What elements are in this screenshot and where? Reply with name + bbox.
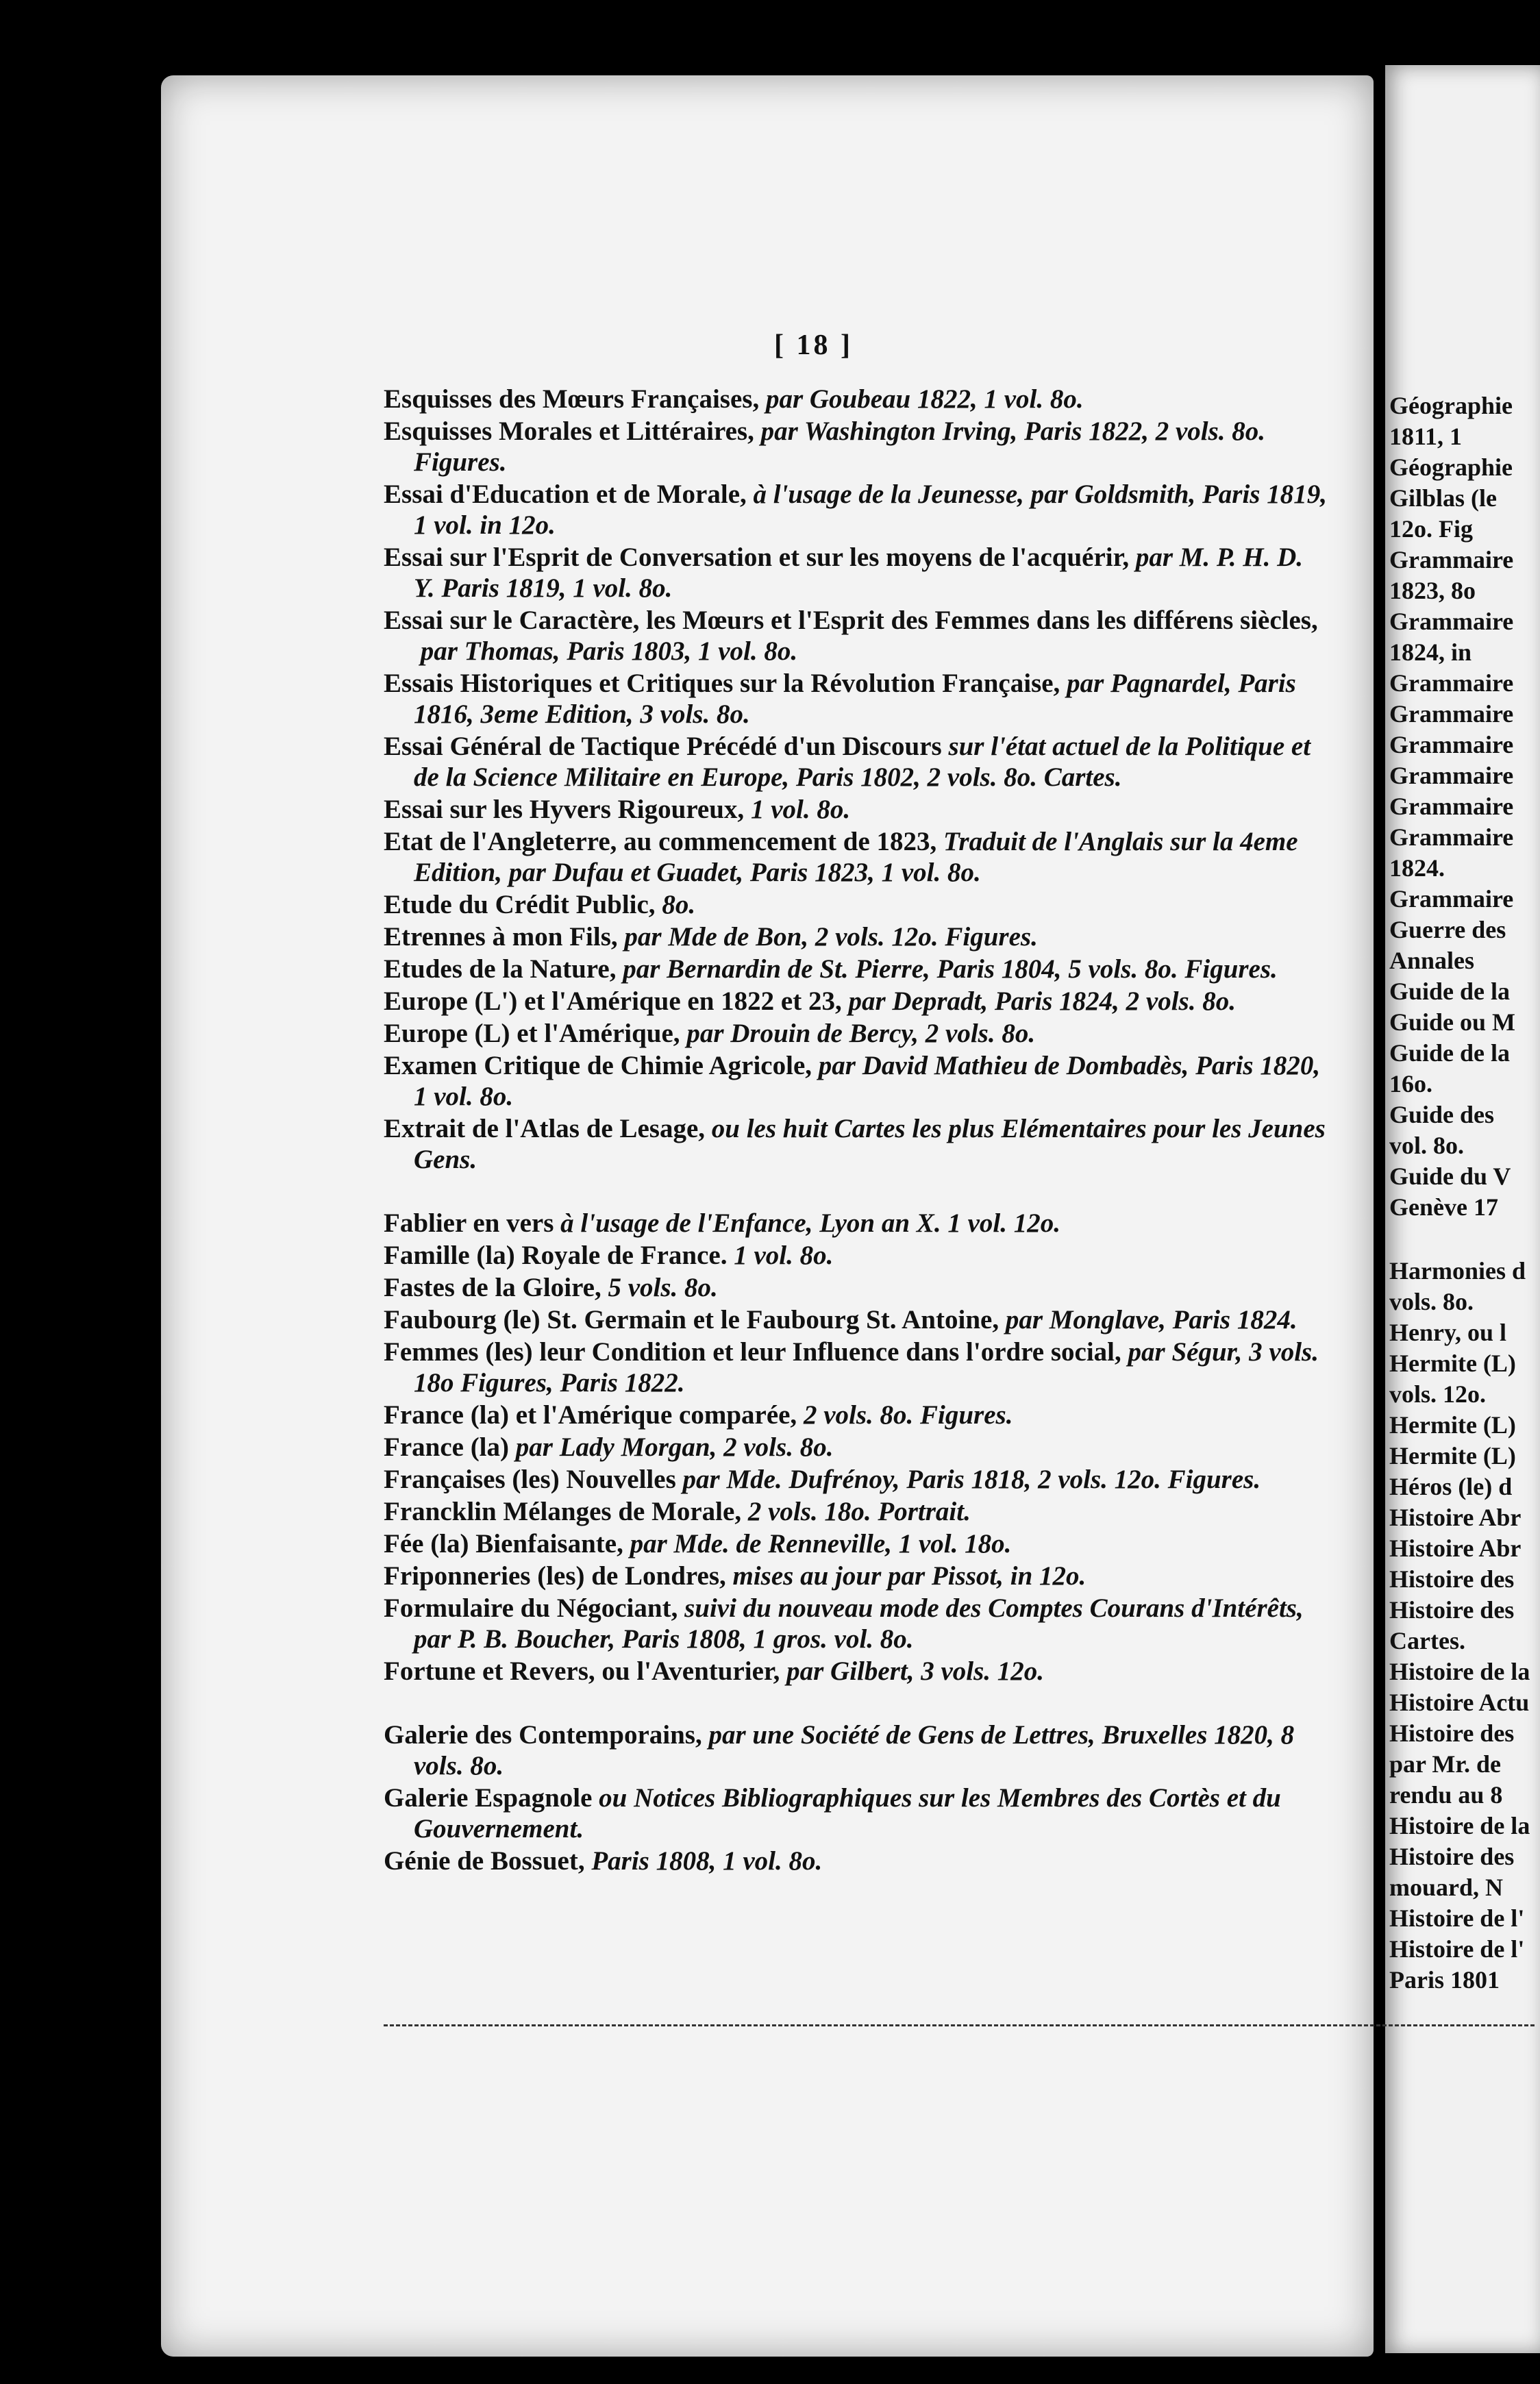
entry-detail: par Goubeau 1822, 1 vol. 8o. (765, 384, 1084, 414)
entry-detail: par Monglave, Paris 1824. (1005, 1305, 1297, 1334)
entry-detail: par Depradt, Paris 1824, 2 vols. 8o. (848, 986, 1236, 1016)
entry-detail: par Lady Morgan, 2 vols. 8o. (515, 1432, 834, 1462)
entry-title: Europe (L') et l'Amérique en 1822 et 23, (384, 986, 842, 1016)
entry-detail: mises au jour par Pissot, in 12o. (732, 1561, 1086, 1591)
facing-page-line: Hermite (L) (1389, 1350, 1516, 1377)
entry-title: France (la) et l'Amérique comparée, (384, 1400, 797, 1430)
entry-detail: par M. P. H. D. Y. Paris 1819, 1 vol. 8o. (414, 543, 1303, 603)
facing-page-line: par Mr. de (1389, 1750, 1502, 1778)
entry-detail: par Gilbert, 3 vols. 12o. (786, 1656, 1045, 1686)
facing-page-line: Paris 1801 (1389, 1966, 1500, 1994)
catalog-entry (384, 954, 1329, 984)
entry-title: Essai Général de Tactique Précédé d'un Discours (384, 732, 942, 761)
entry-title: Europe (L) et l'Amérique, (384, 1019, 680, 1048)
entry-title: Etude du Crédit Public, (384, 890, 656, 919)
entry-detail: 5 vols. 8o. (608, 1273, 718, 1302)
facing-page-line: Histoire de la (1389, 1658, 1530, 1685)
entry-title: Examen Critique de Chimie Agricole, (384, 1051, 812, 1080)
facing-page-line: Grammaire (1389, 669, 1514, 697)
entry-title: Essai sur l'Esprit de Conversation et sur les moyens de l'acquérir, (384, 543, 1130, 572)
entry-detail: par Mde de Bon, 2 vols. 12o. Figures. (624, 922, 1038, 952)
facing-page-line: Histoire des (1389, 1719, 1515, 1747)
facing-page-line: 1824, in (1389, 638, 1472, 666)
facing-page-line: Grammaire (1389, 762, 1514, 789)
entry-detail: ou Notices Bibliographiques sur les Membres des Cortès et du Gouvernement. (414, 1783, 1281, 1843)
catalog-entry (384, 731, 1329, 793)
catalog-entry (384, 1593, 1329, 1654)
entry-title: Etudes de la Nature, (384, 954, 617, 984)
facing-page-line: 16o. (1389, 1070, 1432, 1097)
facing-page-line: Histoire de la (1389, 1812, 1530, 1839)
entry-detail: sur l'état actuel de la Politique et de la Science Militaire en Europe, Paris 1802, 2 vols. 8o. Cartes. (414, 732, 1311, 792)
entry-detail: par Drouin de Bercy, 2 vols. 8o. (686, 1019, 1036, 1048)
entry-detail: par Bernardin de St. Pierre, Paris 1804, 5 vols. 8o. Figures. (623, 954, 1278, 984)
facing-page-line: rendu au 8 (1389, 1781, 1503, 1809)
facing-page-line: Harmonies d (1389, 1257, 1526, 1284)
facing-page-line: Grammaire (1389, 608, 1514, 635)
entry-title: France (la) (384, 1432, 510, 1462)
facing-page-entries (1389, 390, 1540, 1996)
catalog-entry (384, 1272, 1329, 1303)
entry-title: Fastes de la Gloire, (384, 1273, 601, 1302)
entry-title: Galerie des Contemporains, (384, 1720, 702, 1750)
facing-page-line: Grammaire (1389, 731, 1514, 758)
facing-page-line: Genève 17 (1389, 1193, 1498, 1221)
facing-page-line: Hermite (L) (1389, 1442, 1516, 1469)
entry-title: Extrait de l'Atlas de Lesage, (384, 1114, 706, 1143)
catalog-entry (384, 921, 1329, 952)
facing-page-line: 1823, 8o (1389, 577, 1476, 604)
entry-detail: 2 vols. 18o. Portrait. (747, 1497, 971, 1526)
catalog-entry (384, 1432, 1329, 1463)
facing-page-line: Hermite (L) (1389, 1411, 1516, 1439)
catalog-entry (384, 1846, 1329, 1876)
facing-page-line: Guerre des (1389, 916, 1506, 943)
catalog-entry (384, 416, 1329, 477)
entry-title: Friponneries (les) de Londres, (384, 1561, 726, 1591)
facing-page-line: 1824. (1389, 854, 1445, 882)
entry-title: Famille (la) Royale de France. (384, 1241, 728, 1270)
catalog-entry (384, 826, 1329, 888)
entry-title: Etrennes à mon Fils, (384, 922, 618, 952)
facing-page-line: Géographie (1389, 392, 1513, 419)
facing-page-line: Histoire Actu (1389, 1689, 1530, 1716)
catalog-entry (384, 1018, 1329, 1049)
catalog-entry (384, 1719, 1329, 1781)
catalog-entry (384, 542, 1329, 604)
facing-page-line: vols. 12o. (1389, 1380, 1487, 1408)
facing-page-line: Histoire Abr (1389, 1504, 1522, 1531)
entry-detail: 2 vols. 8o. Figures. (803, 1400, 1013, 1430)
entry-detail: par David Mathieu de Dombadès, Paris 1820, 1 vol. 8o. (414, 1051, 1321, 1111)
facing-page-line: Histoire des (1389, 1565, 1515, 1593)
entry-title: Essais Historiques et Critiques sur la Révolution Française, (384, 669, 1060, 698)
catalog-entry (384, 1783, 1329, 1844)
entry-title: Esquisses des Mœurs Françaises, (384, 384, 760, 414)
entry-title: Essai sur le Caractère, les Mœurs et l'Esprit des Femmes dans les différens siècles, (384, 606, 1318, 635)
entry-detail: 1 vol. 8o. (734, 1241, 834, 1270)
facing-page-line: Grammaire (1389, 546, 1514, 573)
facing-page-line: Héros (le) d (1389, 1473, 1513, 1500)
entry-title: Fée (la) Bienfaisante, (384, 1529, 623, 1559)
entry-detail: par une Société de Gens de Lettres, Bruxelles 1820, 8 vols. 8o. (414, 1720, 1295, 1780)
facing-page-line: vol. 8o. (1389, 1132, 1465, 1159)
catalog-entry (384, 1656, 1329, 1687)
entry-detail: ou les huit Cartes les plus Elémentaires pour les Jeunes Gens. (414, 1114, 1326, 1174)
page-number: [ 18 ] (774, 330, 853, 361)
catalog-entry (384, 1208, 1329, 1239)
entry-detail: 8o. (662, 890, 696, 919)
catalog-entries (384, 384, 1329, 1878)
entry-title: Galerie Espagnole (384, 1783, 593, 1813)
entry-title: Faubourg (le) St. Germain et le Faubourg St. Antoine, (384, 1305, 999, 1334)
entry-detail: Paris 1808, 1 vol. 8o. (591, 1846, 823, 1876)
entry-title: Etat de l'Angleterre, au commencement de 1823, (384, 827, 937, 856)
catalog-entry (384, 384, 1329, 414)
facing-page-line: Grammaire (1389, 700, 1514, 728)
entry-title: Formulaire du Négociant, (384, 1593, 678, 1623)
entry-title: Essai sur les Hyvers Rigoureux, (384, 795, 745, 824)
entry-title: Francklin Mélanges de Morale, (384, 1497, 742, 1526)
catalog-entry (384, 479, 1329, 541)
entry-detail: par Thomas, Paris 1803, 1 vol. 8o. (420, 636, 798, 666)
entry-detail: par Mde. Dufrénoy, Paris 1818, 2 vols. 12o. Figures. (682, 1465, 1261, 1494)
facing-page-line: 12o. Fig (1389, 515, 1473, 543)
catalog-entry (384, 1561, 1329, 1591)
catalog-entry (384, 794, 1329, 825)
catalog-entry (384, 986, 1329, 1017)
catalog-entry (384, 1496, 1329, 1527)
facing-page-line: Géographie (1389, 454, 1513, 481)
catalog-entry (384, 1464, 1329, 1495)
entry-title: Fortune et Revers, ou l'Aventurier, (384, 1656, 780, 1686)
entry-title: Françaises (les) Nouvelles (384, 1465, 676, 1494)
catalog-entry (384, 1400, 1329, 1430)
catalog-entry (384, 1240, 1329, 1271)
entry-title: Génie de Bossuet, (384, 1846, 585, 1876)
facing-page-line: Guide des (1389, 1101, 1495, 1128)
entry-title: Essai d'Education et de Morale, (384, 480, 747, 509)
facing-page-line: Guide ou M (1389, 1008, 1516, 1036)
catalog-entry (384, 1113, 1329, 1175)
facing-page-line: Histoire de l' (1389, 1904, 1525, 1932)
catalog-entry (384, 1528, 1329, 1559)
facing-page-line: Guide de la (1389, 978, 1511, 1005)
entry-detail: à l'usage de la Jeunesse, par Goldsmith, Paris 1819, 1 vol. in 12o. (414, 480, 1327, 540)
catalog-entry (384, 668, 1329, 730)
facing-page-line: mouard, N (1389, 1874, 1504, 1901)
facing-page-line: Annales (1389, 947, 1475, 974)
facing-page-line: Cartes. (1389, 1627, 1465, 1654)
facing-page-line: Histoire de l' (1389, 1935, 1525, 1963)
entry-detail: Traduit de l'Anglais sur la 4eme Edition, par Dufau et Guadet, Paris 1823, 1 vol. 8o. (414, 827, 1298, 887)
facing-page-line: 1811, 1 (1389, 423, 1463, 450)
facing-page-line: Grammaire (1389, 793, 1514, 820)
entry-detail: suivi du nouveau mode des Comptes Courans d'Intérêts, par P. B. Boucher, Paris 1808, 1 gros. vol. 8o. (414, 1593, 1304, 1654)
entry-detail: à l'usage de l'Enfance, Lyon an X. 1 vol. 12o. (560, 1208, 1060, 1238)
facing-page-line: Grammaire (1389, 823, 1514, 851)
catalog-entry (384, 889, 1329, 920)
facing-page-line: Histoire des (1389, 1596, 1515, 1624)
facing-page-line: Gilblas (le (1389, 484, 1498, 512)
facing-page-line: Grammaire (1389, 885, 1514, 912)
facing-page-line: Guide du V (1389, 1163, 1511, 1190)
facing-page-line: Histoire Abr (1389, 1535, 1522, 1562)
entry-detail: par Ségur, 3 vols. 18o Figures, Paris 1822. (414, 1337, 1319, 1398)
entry-detail: par Washington Irving, Paris 1822, 2 vols. 8o. Figures. (414, 417, 1266, 477)
catalog-entry (384, 1304, 1329, 1335)
entry-detail: 1 vol. 8o. (750, 795, 851, 824)
entry-detail: par Mde. de Renneville, 1 vol. 18o. (630, 1529, 1012, 1559)
facing-page-line: Guide de la (1389, 1039, 1511, 1067)
facing-page-line: vols. 8o. (1389, 1288, 1474, 1315)
facing-page-line: Henry, ou l (1389, 1319, 1507, 1346)
facing-page-line: Histoire des (1389, 1843, 1515, 1870)
entry-title: Esquisses Morales et Littéraires, (384, 417, 754, 446)
entry-title: Femmes (les) leur Condition et leur Influence dans l'ordre social, (384, 1337, 1121, 1367)
entry-detail: par Pagnardel, Paris 1816, 3eme Edition, 3 vols. 8o. (414, 669, 1296, 729)
catalog-entry (384, 605, 1329, 667)
catalog-entry (384, 1337, 1329, 1398)
entry-title: Fablier en vers (384, 1208, 554, 1238)
catalog-entry (384, 1050, 1329, 1112)
page-fold-line (384, 2024, 1535, 2026)
